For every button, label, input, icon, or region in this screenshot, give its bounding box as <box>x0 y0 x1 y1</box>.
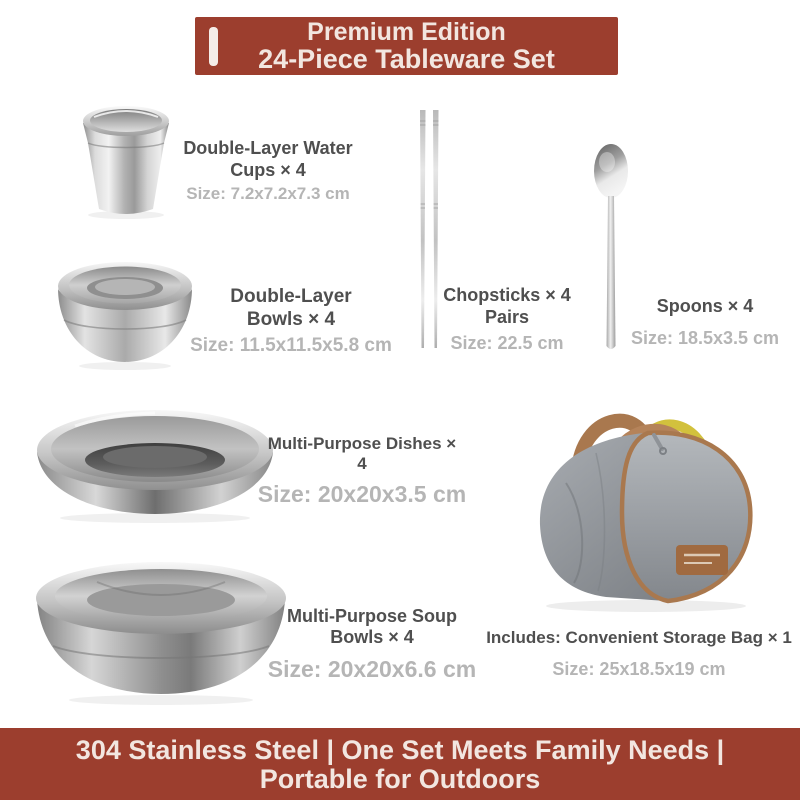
header-title-line2: 24-Piece Tableware Set <box>258 44 555 74</box>
soup-bowl-image <box>33 558 289 706</box>
dishes-text <box>252 434 472 508</box>
spoons-text <box>613 295 797 349</box>
storage-bag-image <box>526 393 762 615</box>
dish-image <box>35 404 275 526</box>
bowls-label: Double-Layer Bowls × 4 <box>230 286 352 330</box>
footer-text-line1: 304 Stainless Steel | One Set Meets Family Needs | <box>75 735 725 765</box>
water-cups-size: Size: 7.2x7.2x7.3 cm <box>186 184 350 203</box>
soup-bowls-label: Multi-Purpose Soup Bowls × 4 <box>287 606 457 647</box>
bowls-text <box>184 285 398 357</box>
bowls-size: Size: 11.5x11.5x5.8 cm <box>190 335 392 356</box>
water-cup-image <box>80 103 172 221</box>
bowl-image <box>56 258 194 372</box>
storage-bag-size: Size: 25x18.5x19 cm <box>552 659 726 679</box>
header-banner <box>195 17 618 75</box>
soup-bowls-text <box>258 606 486 683</box>
spoons-size: Size: 18.5x3.5 cm <box>630 328 780 348</box>
footer-banner <box>0 728 800 800</box>
water-cups-text <box>168 137 368 204</box>
storage-bag-text <box>478 628 800 680</box>
header-accent-bar <box>209 27 218 66</box>
chopsticks-text <box>437 284 577 354</box>
dishes-size: Size: 20x20x3.5 cm <box>257 481 467 507</box>
soup-bowls-size: Size: 20x20x6.6 cm <box>267 656 477 682</box>
storage-bag-label: Includes: Convenient Storage Bag × 1 <box>486 628 792 647</box>
water-cups-label: Double-Layer Water Cups × 4 <box>183 138 353 180</box>
spoons-label: Spoons × 4 <box>656 296 754 316</box>
chopsticks-label: Chopsticks × 4 Pairs <box>443 285 571 327</box>
header-title-line1: Premium Edition <box>307 18 506 46</box>
chopsticks-size: Size: 22.5 cm <box>450 333 564 353</box>
footer-text-line2: Portable for Outdoors <box>259 764 541 794</box>
dishes-label: Multi-Purpose Dishes × 4 <box>267 434 457 473</box>
